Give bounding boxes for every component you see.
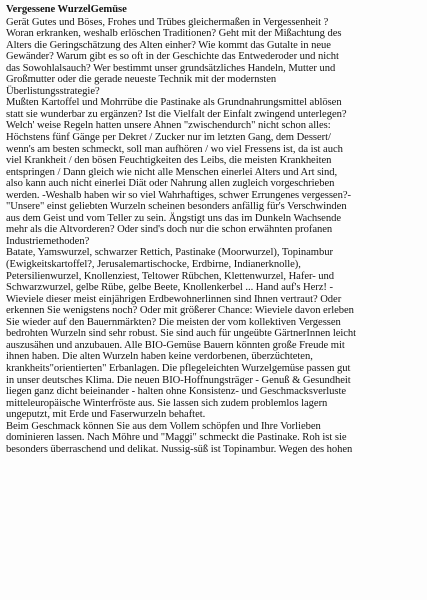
- text-line: besonders überraschend und delikat. Nussig-süß ist Topinambur. Wegen des hohen: [6, 443, 353, 455]
- text-line: statt sie wunderbar zu ergänzen? Ist die Vielfalt der Einfalt zwingend unterlegen?: [6, 108, 347, 120]
- text-line: Großmutter oder die gerade neueste Technik mit der modernsten: [6, 74, 277, 86]
- text-line: Gerät Gutes und Böses, Frohes und Trübes gleichermaßen in Vergessenheit ?: [6, 16, 329, 28]
- text-line: wenn's am besten schmeckt, soll man aufhören / wo viel Fressens ist, da ist auch: [6, 143, 343, 155]
- text-line: mitteleuropäische Winterfröste aus. Sie lassen sich zudem problemlos lagern: [6, 397, 328, 409]
- text-line: Woran erkranken, weshalb erlöschen Traditionen? Geht mit der Mißachtung des: [6, 28, 342, 40]
- text-line: Wieviele dieser meist einjährigen Erdbewohnerlinnen sind Ihnen vertraut? Oder: [6, 293, 342, 305]
- document-body: [6, 17, 422, 456]
- text-line: werden. -Weshalb haben wir so viel Wahrhaftiges, schwer Errungenes vergessen?-: [6, 189, 351, 201]
- text-line: Sie wieder auf den Bauernmärkten? Die meisten der vom kollektiven Vergessen: [6, 316, 341, 328]
- text-line: entspringen / Dann gleich wie nicht alle Menschen einerlei Alters und Art sind,: [6, 166, 338, 178]
- text-line: das Sowohlalsauch? Wer bestimmt unser grundsätzliches Handeln, Mutter und: [6, 62, 336, 74]
- text-line: Beim Geschmack können Sie aus dem Vollem schöpfen und Ihre Vorlieben: [6, 420, 321, 432]
- text-line: (Ewigkeitskartoffel?, Jerusalemartischocke, Erdbirne, Indianerknolle),: [6, 259, 301, 271]
- text-line: Schwarzwurzel, gelbe Rübe, gelbe Beete, Knollenkerbel ... Hand auf's Herz! -: [6, 282, 333, 294]
- text-line: in unser deutsches Klima. Die neuen BIO-Hoffnungsträger - Genuß & Gesundheit: [6, 374, 351, 386]
- text-line: auszusähen und anzubauen. Alle BIO-Gemüse Bauern könnten große Freude mit: [6, 339, 345, 351]
- text-line: Überlistungsstrategie?: [6, 85, 100, 97]
- text-line: aus dem Geist und vom Teller zu sein. Ängstigt uns das im Dunkeln Wachsende: [6, 212, 341, 224]
- text-line: mehr als die Altvorderen? Oder sind's doch nur die schon erwähnten profanen: [6, 224, 333, 236]
- document-title: Vergessene WurzelGemüse: [6, 4, 127, 15]
- text-line: Mußten Kartoffel und Mohrrübe die Pastinake als Grundnahrungsmittel ablösen: [6, 97, 342, 109]
- text-line: ihnen haben. Die alten Wurzeln haben keine verdorbenen, überzüchteten,: [6, 351, 313, 363]
- text-line: krankheits"orientierten" Erbanlagen. Die pflegeleichten Wurzelgemüse passen gut: [6, 362, 351, 374]
- text-line: Batate, Yamswurzel, schwarzer Rettich, Pastinake (Moorwurzel), Topinambur: [6, 247, 333, 259]
- text-line: "Unsere" einst geliebten Wurzeln scheinen besonders anfällig für's Verschwinden: [6, 201, 347, 213]
- text-line: Petersilienwurzel, Knollenziest, Teltower Rübchen, Klettenwurzel, Hafer- und: [6, 270, 335, 282]
- text-line: Höchstens fünf Gänge per Dekret / Zucker nur im letzten Gang, dem Dessert/: [6, 132, 331, 144]
- text-line: Gewänder? Warum gibt es so oft in der Geschichte das Entwederoder und nicht: [6, 51, 339, 63]
- text-line: Alters die Geringschätzung des Alten einher? Wie kommt das Gutalte in neue: [6, 39, 331, 51]
- text-line: dominieren lassen. Nach Möhre und "Maggi" schmeckt die Pastinake. Roh ist sie: [6, 432, 347, 444]
- text-line: viel Krankheit / den bösen Feuchtigkeiten des Leibs, die meisten Krankheiten: [6, 155, 332, 167]
- text-line: liegen ganz dicht beieinander - halten ohne Konsistenz- und Geschmacksverluste: [6, 386, 346, 398]
- text-line: ungeputzt, mit Erde und Faserwurzeln behaftet.: [6, 409, 206, 421]
- text-line: also kann auch nicht einerlei Diät oder Nahrung allen zugleich vorgeschrieben: [6, 178, 335, 190]
- text-line: bedrohten Wurzeln sind sehr robust. Sie sind auch für ungeübte GärtnerInnen leicht: [6, 328, 357, 340]
- text-line: erkennen Sie wenigstens noch? Oder mit größerer Chance: Wieviele davon erleben: [6, 305, 354, 317]
- text-line: Welch' weise Regeln hatten unsere Ahnen "zwischendurch" nicht schon alles:: [6, 120, 331, 132]
- text-line: Industriemethoden?: [6, 235, 90, 247]
